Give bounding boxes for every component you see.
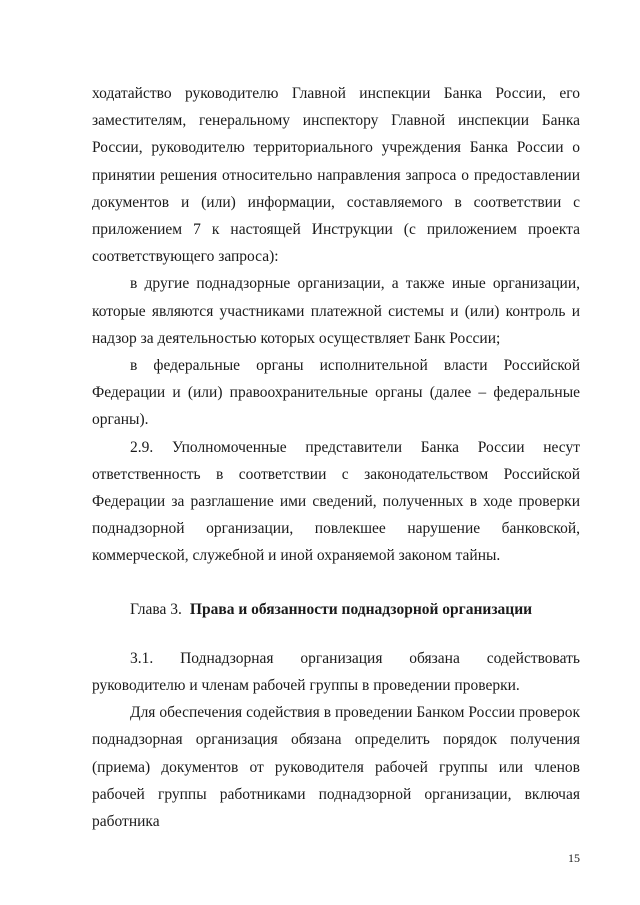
chapter-heading: [92, 596, 580, 623]
document-body: [92, 80, 580, 835]
chapter-label: Глава 3.: [130, 600, 182, 618]
chapter-title: Права и обязанности поднадзорной организации: [189, 600, 533, 618]
page-number: 15: [568, 851, 580, 865]
paragraph-2-9: 2.9. Уполномоченные представители Банка России несут ответственность в соответствии с законодательством Российской Федерации за разглашение ими сведений, полученных в ходе проверки поднадзорной организации, повлекшее нарушение банковской, коммерческой, служебной и иной охраняемой законом тайны.: [92, 438, 580, 565]
paragraph-petition: ходатайство руководителю Главной инспекции Банка России, его заместителям, генеральному инспектору Главной инспекции Банка России, руководителю территориального учреждения Банка России о принятии решения относительно направления запроса о предоставлении документов и (или) информации, составляемого в соответствии с приложением 7 к настоящей Инструкции (с приложением проекта соответствующего запроса):: [92, 85, 580, 266]
paragraph-3-1: 3.1. Поднадзорная организация обязана содействовать руководителю и членам рабочей группы в проведении проверки.: [92, 649, 580, 695]
paragraph-federal-bodies: в федеральные органы исполнительной власти Российской Федерации и (или) правоохранительные органы (далее – федеральные органы).: [92, 357, 580, 429]
paragraph-assistance: Для обеспечения содействия в проведении Банком России проверок поднадзорная организация обязана определить порядок получения (приема) документов от руководителя рабочей группы или членов рабочей группы работниками поднадзорной организации, включая работника: [92, 704, 580, 831]
paragraph-other-organizations: в другие поднадзорные организации, а также иные организации, которые являются участниками платежной системы и (или) контроль и надзор за деятельностью которых осуществляет Банк России;: [92, 275, 580, 347]
